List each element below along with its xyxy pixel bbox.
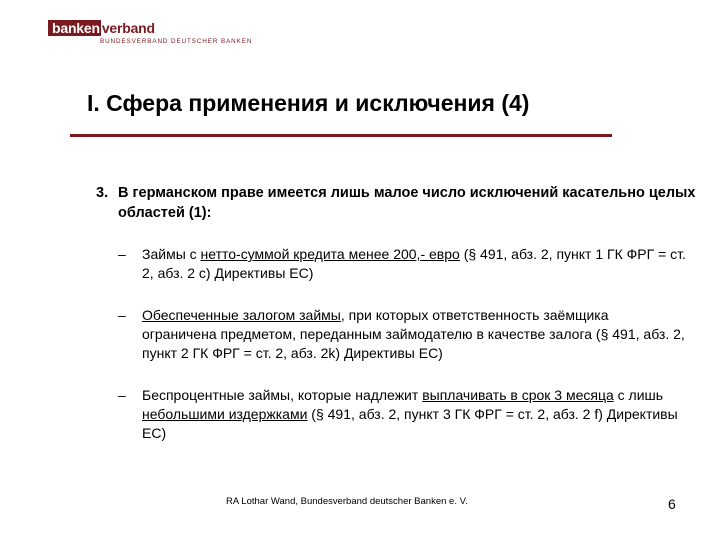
- point-number: 3.: [96, 185, 109, 201]
- text-part: , при которых ответственность заёмщика ограничена предметом, переданным займодателю в качестве залога (§ 491, абз. 2, пункт 2 ГК ФРГ = ст. 2, абз. 2k) Директивы ЕС): [142, 307, 685, 361]
- slide-content: [96, 183, 710, 466]
- page-number: 6: [668, 496, 676, 512]
- list-dash: –: [118, 307, 126, 323]
- logo-wordmark: [48, 20, 288, 36]
- underlined-term: небольшими издержками: [142, 406, 308, 422]
- list-item-text: [142, 386, 686, 443]
- text-part: (§ 491, абз. 2, пункт 3 ГК ФРГ = ст. 2, абз. 2 f) Директивы ЕС): [142, 406, 678, 441]
- list-item: [118, 386, 710, 443]
- underlined-term: выплачивать в срок 3 месяца: [422, 387, 614, 403]
- list-dash: –: [118, 246, 126, 262]
- list-dash: –: [118, 387, 126, 403]
- underlined-term: Обеспеченные залогом займы: [142, 307, 341, 323]
- logo-verband-text: verband: [101, 20, 155, 36]
- text-part: с лишь: [613, 387, 664, 403]
- list-item-text: [142, 306, 686, 363]
- main-point: [96, 183, 710, 223]
- list-item-text: [142, 245, 686, 283]
- underlined-term: нетто-суммой кредита менее 200,- евро: [200, 246, 460, 262]
- footer-text: RA Lothar Wand, Bundesverband deutscher Banken e. V.: [226, 496, 468, 507]
- exceptions-list: [118, 245, 710, 443]
- bankenverband-logo: [48, 20, 288, 50]
- logo-subtitle: BUNDESVERBAND DEUTSCHER BANKEN: [100, 38, 253, 45]
- list-item: [118, 245, 710, 283]
- text-part: Займы с: [142, 246, 201, 262]
- text-part: Беспроцентные займы, которые надлежит: [142, 387, 423, 403]
- text-part: (§ 491, абз. 2, пункт 1 ГК ФРГ = ст. 2, абз. 2 с) Директивы ЕС): [142, 246, 686, 281]
- slide-title: I. Сфера применения и исключения (4): [87, 90, 530, 116]
- title-underline: [70, 134, 612, 137]
- list-item: [118, 306, 710, 363]
- logo-bank-text: banken: [48, 20, 101, 36]
- point-text: В германском праве имеется лишь малое число исключений касательно целых областей (1):: [118, 185, 696, 221]
